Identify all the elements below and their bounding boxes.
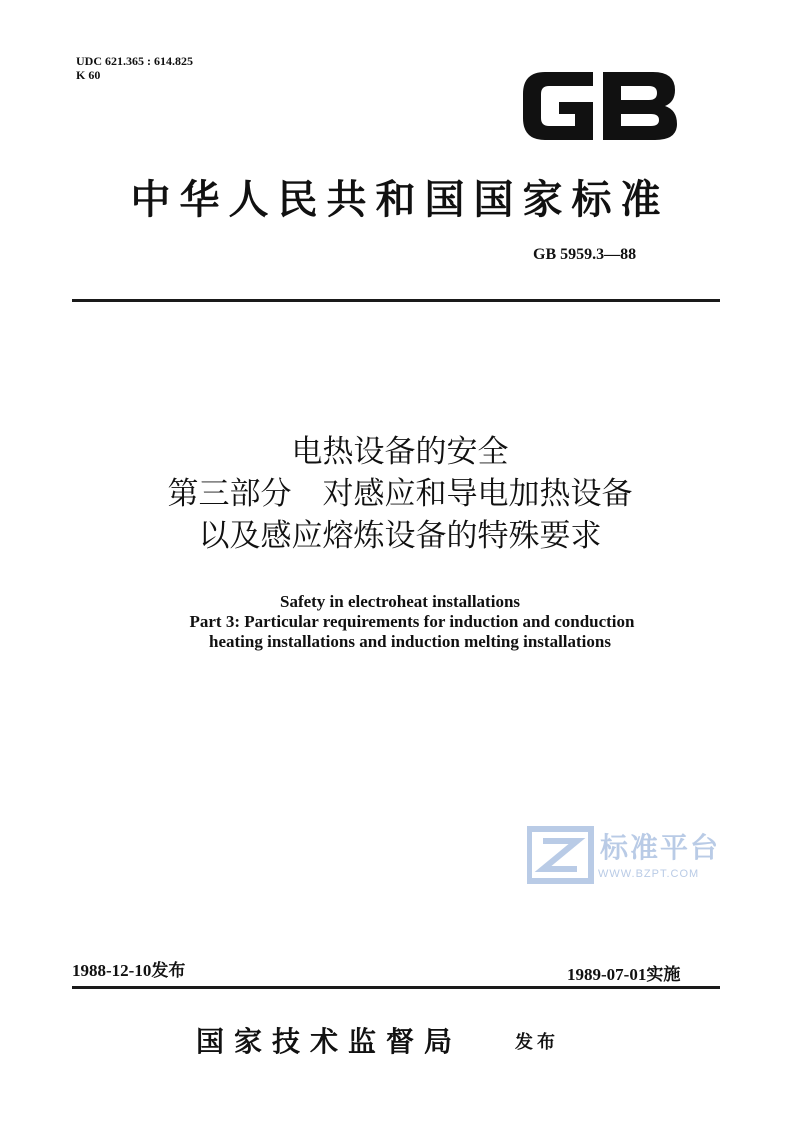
top-divider xyxy=(72,299,720,302)
english-title-line-1: Safety in electroheat installations xyxy=(279,592,521,611)
watermark-url: WWW.BZPT.COM xyxy=(598,868,700,880)
gb-logo-b xyxy=(603,72,677,140)
english-title-line-2: Part 3: Particular requirements for induction and conduction xyxy=(189,612,635,631)
udc-code: UDC 621.365 : 614.825 xyxy=(76,54,193,68)
effective-date: 1989-07-01实施 xyxy=(567,965,681,984)
publisher-name: 国家技术监督局 xyxy=(196,1025,463,1058)
english-title-line-3: heating installations and induction melting installations xyxy=(209,632,611,651)
standard-number: GB 5959.3—88 xyxy=(533,246,637,263)
issue-date: 1988-12-10发布 xyxy=(72,961,186,980)
classification-code: K 60 xyxy=(76,68,101,82)
gb-logo xyxy=(515,62,685,150)
chinese-title-line-3: 以及感应熔炼设备的特殊要求 xyxy=(198,518,602,554)
watermark-text: 标准平台 xyxy=(600,831,721,864)
national-standard-title: 中华人民共和国国家标准 xyxy=(130,177,670,223)
chinese-title-line-1: 电热设备的安全 xyxy=(291,434,509,470)
chinese-title-line-2: 第三部分 对感应和导电加热设备 xyxy=(167,476,633,512)
gb-logo-g xyxy=(523,72,593,140)
bottom-divider xyxy=(72,986,720,989)
publisher-action: 发布 xyxy=(515,1032,559,1053)
